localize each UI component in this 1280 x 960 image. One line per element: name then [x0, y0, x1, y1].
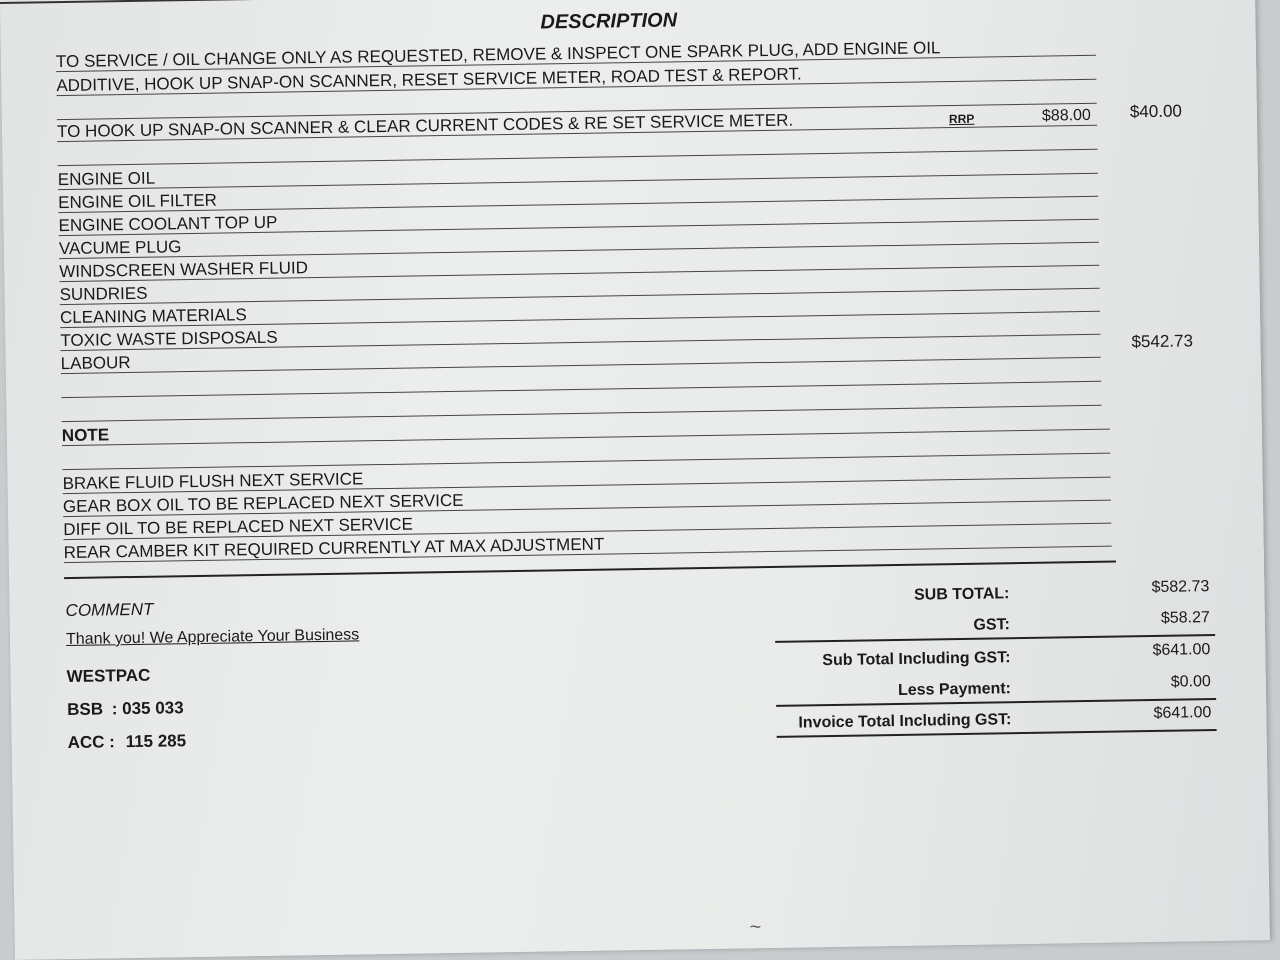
- items-amount: $542.73: [1131, 331, 1194, 352]
- item-text: ENGINE OIL FILTER: [58, 190, 218, 213]
- rrp-label: RRP: [948, 111, 975, 127]
- scanner-amount: $40.00: [1129, 101, 1183, 122]
- gst-value: $58.27: [1160, 609, 1210, 627]
- scanner-text: TO HOOK UP SNAP-ON SCANNER & CLEAR CURRENT CODES & RE SET SERVICE METER.: [56, 110, 794, 142]
- gst-label: GST:: [973, 616, 1011, 634]
- note-text: DIFF OIL TO BE REPLACED NEXT SERVICE: [63, 514, 413, 540]
- paper-mark: ~: [749, 916, 762, 939]
- less-payment-label: Less Payment:: [897, 680, 1012, 699]
- description-title: DESCRIPTION: [540, 9, 678, 34]
- item-text: VACUME PLUG: [58, 237, 182, 259]
- comment-heading: COMMENT: [65, 599, 154, 621]
- note-text: REAR CAMBER KIT REQUIRED CURRENTLY AT MAX ADJUSTMENT: [63, 534, 605, 563]
- bsb-value: : 035 033: [111, 698, 184, 719]
- note-text: GEAR BOX OIL TO BE REPLACED NEXT SERVICE: [62, 490, 464, 517]
- acc-row: [68, 731, 187, 753]
- description-text: TO SERVICE / OIL CHANGE ONLY AS REQUESTED, REMOVE & INSPECT ONE SPARK PLUG, ADD ENGINE OIL: [55, 38, 941, 72]
- thanks-message: Thank you! We Appreciate Your Business: [65, 626, 360, 649]
- sub-total-incl-gst-value: $641.00: [1152, 641, 1211, 659]
- sub-total-incl-gst-label: Sub Total Including GST:: [822, 649, 1011, 670]
- item-text: WINDSCREEN WASHER FLUID: [59, 258, 309, 282]
- note-text: BRAKE FLUID FLUSH NEXT SERVICE: [62, 469, 364, 494]
- invoice-total-value: $641.00: [1153, 704, 1212, 722]
- rrp-value: $88.00: [1041, 106, 1092, 125]
- description-text: ADDITIVE, HOOK UP SNAP-ON SCANNER, RESET SERVICE METER, ROAD TEST & REPORT.: [56, 64, 802, 96]
- acc-label: ACC :: [67, 732, 116, 753]
- item-text: ENGINE COOLANT TOP UP: [58, 212, 278, 236]
- item-text: TOXIC WASTE DISPOSALS: [60, 327, 278, 351]
- sub-total-label: SUB TOTAL:: [913, 585, 1010, 604]
- note-heading: NOTE: [61, 425, 110, 446]
- acc-value: 115 285: [125, 731, 187, 752]
- item-text: ENGINE OIL: [57, 168, 156, 190]
- section-divider: [64, 561, 1116, 580]
- bsb-label: BSB: [67, 699, 104, 720]
- sub-total-value: $582.73: [1151, 578, 1210, 596]
- invoice-total-label: Invoice Total Including GST:: [798, 711, 1012, 732]
- item-text: CLEANING MATERIALS: [59, 305, 247, 328]
- less-payment-value: $0.00: [1170, 673, 1211, 691]
- bsb-row: [67, 698, 184, 720]
- top-border: [0, 0, 1250, 4]
- item-text: LABOUR: [60, 352, 131, 374]
- item-text: SUNDRIES: [59, 283, 148, 305]
- bank-name: WESTPAC: [66, 665, 151, 687]
